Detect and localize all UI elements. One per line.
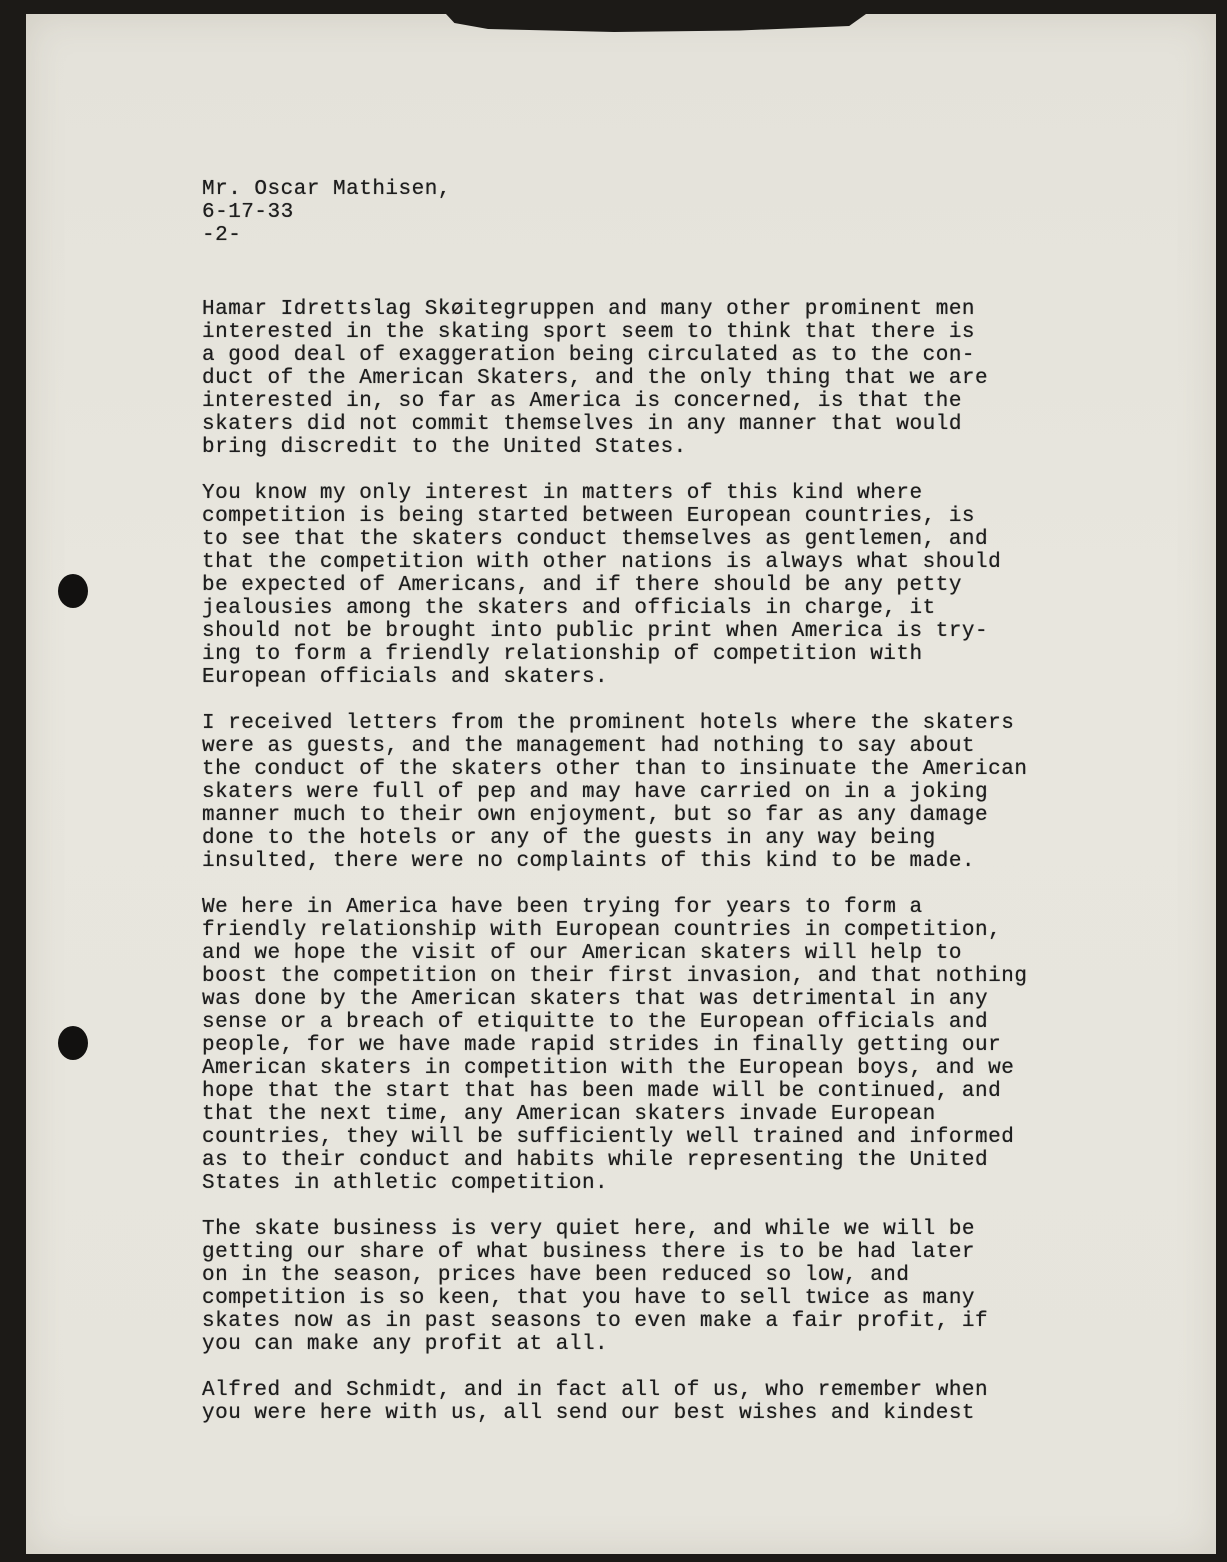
paragraph	[202, 1379, 1102, 1425]
text-line: American skaters in competition with the European boys, and we	[202, 1057, 1015, 1080]
text-line: that the competition with other nations is always what should	[202, 551, 1002, 574]
text-line: jealousies among the skaters and officials in charge, it	[202, 597, 936, 620]
text-line: interested in, so far as America is concerned, is that the	[202, 390, 962, 413]
text-line: countries, they will be sufficiently well trained and informed	[202, 1126, 1015, 1149]
text-line: European officials and skaters.	[202, 666, 609, 689]
text-line: Alfred and Schmidt, and in fact all of us, who remember when	[202, 1379, 989, 1402]
punch-hole	[58, 1026, 88, 1060]
text-line: be expected of Americans, and if there should be any petty	[202, 574, 962, 597]
text-line: manner much to their own enjoyment, but so far as any damage	[202, 804, 989, 827]
letter-header	[202, 178, 1102, 247]
paragraph	[202, 298, 1102, 459]
text-line: You know my only interest in matters of this kind where	[202, 482, 923, 505]
text-line: the conduct of the skaters other than to insinuate the American	[202, 758, 1028, 781]
text-line: bring discredit to the United States.	[202, 436, 687, 459]
paragraph	[202, 1218, 1102, 1356]
text-line: skaters were full of pep and may have carried on in a joking	[202, 781, 989, 804]
text-line: a good deal of exaggeration being circulated as to the con-	[202, 344, 976, 367]
text-line: States in athletic competition.	[202, 1172, 609, 1195]
punch-hole	[58, 574, 88, 608]
text-line: hope that the start that has been made will be continued, and	[202, 1080, 1002, 1103]
text-line: done to the hotels or any of the guests in any way being	[202, 827, 936, 850]
text-line: competition is being started between European countries, is	[202, 505, 976, 528]
text-line: insulted, there were no complaints of this kind to be made.	[202, 850, 976, 873]
text-line: people, for we have made rapid strides in finally getting our	[202, 1034, 1002, 1057]
text-line: duct of the American Skaters, and the only thing that we are	[202, 367, 989, 390]
text-line: on in the season, prices have been reduced so low, and	[202, 1264, 910, 1287]
text-line: you can make any profit at all.	[202, 1333, 609, 1356]
text-line: sense or a breach of etiquitte to the European officials and	[202, 1011, 989, 1034]
text-line: to see that the skaters conduct themselves as gentlemen, and	[202, 528, 989, 551]
date-line: 6-17-33	[202, 201, 294, 224]
text-line: was done by the American skaters that was detrimental in any	[202, 988, 989, 1011]
paragraph	[202, 896, 1102, 1195]
text-line: were as guests, and the management had nothing to say about	[202, 735, 976, 758]
text-line: competition is so keen, that you have to sell twice as many	[202, 1287, 976, 1310]
text-line: We here in America have been trying for years to form a	[202, 896, 923, 919]
text-line: as to their conduct and habits while representing the United	[202, 1149, 989, 1172]
text-line: skates now as in past seasons to even make a fair profit, if	[202, 1310, 989, 1333]
text-line: should not be brought into public print when America is try-	[202, 620, 989, 643]
paragraph	[202, 482, 1102, 689]
text-line: getting our share of what business there is to be had later	[202, 1241, 976, 1264]
text-line: The skate business is very quiet here, and while we will be	[202, 1218, 976, 1241]
text-line: skaters did not commit themselves in any manner that would	[202, 413, 962, 436]
text-line: boost the competition on their first invasion, and that nothing	[202, 965, 1028, 988]
paragraph	[202, 712, 1102, 873]
text-line: friendly relationship with European countries in competition,	[202, 919, 1002, 942]
page-number: -2-	[202, 224, 242, 247]
letter-body	[202, 178, 1102, 1448]
text-line: you were here with us, all send our best wishes and kindest	[202, 1402, 976, 1425]
text-line: and we hope the visit of our American skaters will help to	[202, 942, 962, 965]
text-line: that the next time, any American skaters invade European	[202, 1103, 936, 1126]
text-line: interested in the skating sport seem to think that there is	[202, 321, 976, 344]
text-line: ing to form a friendly relationship of competition with	[202, 643, 923, 666]
torn-edge	[446, 14, 866, 44]
text-line: I received letters from the prominent hotels where the skaters	[202, 712, 1015, 735]
text-line: Hamar Idrettslag Skøitegruppen and many other prominent men	[202, 298, 976, 321]
recipient-line: Mr. Oscar Mathisen,	[202, 178, 451, 201]
